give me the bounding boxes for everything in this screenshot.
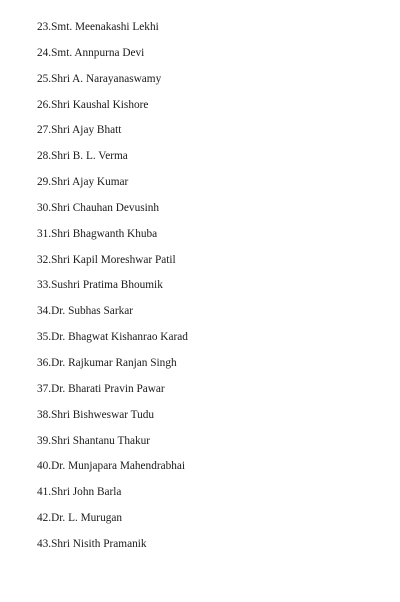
- list-item: 28.Shri B. L. Verma: [37, 150, 128, 163]
- list-item: 26.Shri Kaushal Kishore: [37, 98, 149, 111]
- list-item: 24.Smt. Annpurna Devi: [37, 46, 145, 59]
- list-item: 25.Shri A. Narayanaswamy: [37, 72, 162, 85]
- list-item: 40.Dr. Munjapara Mahendrabhai: [37, 460, 186, 473]
- list-item: 30.Shri Chauhan Devusinh: [37, 201, 160, 214]
- list-item: 23.Smt. Meenakashi Lekhi: [37, 21, 159, 33]
- list-item: 38.Shri Bishweswar Tudu: [37, 408, 155, 421]
- list-item: 31.Shri Bhagwanth Khuba: [37, 227, 158, 240]
- list-item: 39.Shri Shantanu Thakur: [37, 434, 151, 447]
- list-item: 36.Dr. Rajkumar Ranjan Singh: [37, 356, 177, 369]
- list-item: 41.Shri John Barla: [37, 486, 122, 499]
- list-item: 43.Shri Nisith Pramanik: [37, 537, 147, 550]
- list-item: 35.Dr. Bhagwat Kishanrao Karad: [37, 331, 188, 344]
- list-item: 33.Sushri Pratima Bhoumik: [37, 279, 163, 292]
- list-item: 29.Shri Ajay Kumar: [37, 176, 129, 189]
- minister-list: [37, 18, 188, 561]
- list-item: 32.Shri Kapil Moreshwar Patil: [37, 253, 176, 266]
- list-item: 37.Dr. Bharati Pravin Pawar: [37, 382, 165, 395]
- list-item: 34.Dr. Subhas Sarkar: [37, 305, 134, 318]
- list-item: 27.Shri Ajay Bhatt: [37, 124, 122, 137]
- list-item: 42.Dr. L. Murugan: [37, 512, 123, 525]
